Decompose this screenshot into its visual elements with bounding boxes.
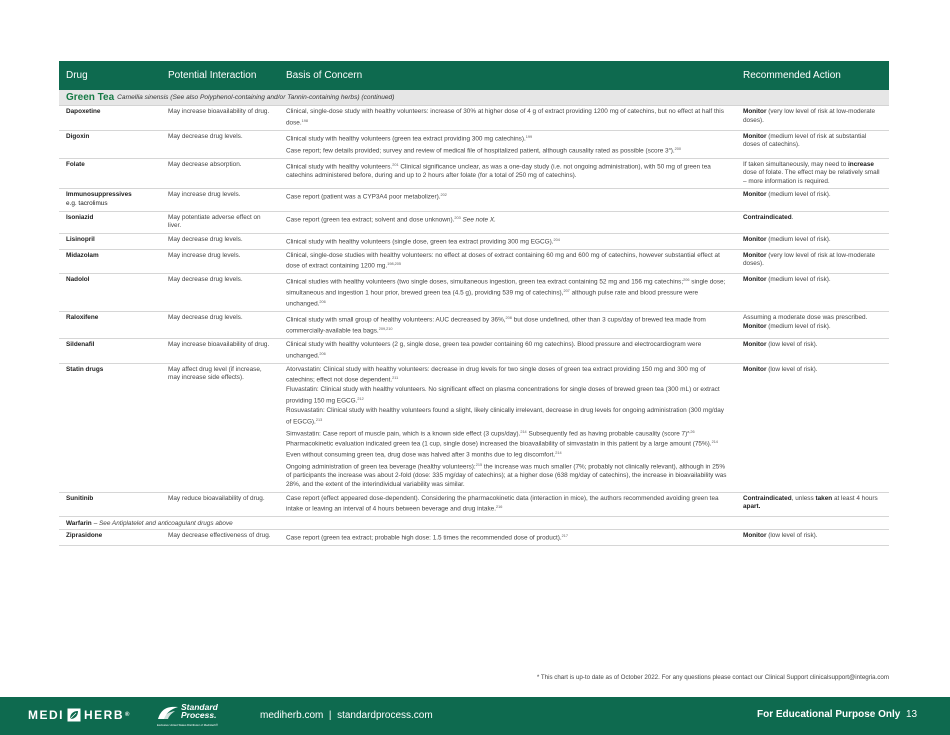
educational-notice: For Educational Purpose Only <box>757 709 901 720</box>
basis-of-concern <box>279 191 736 208</box>
header-interaction: Potential Interaction <box>168 70 257 81</box>
drug-label: Sildenafil <box>66 341 95 349</box>
citation-ref: 217 <box>561 534 569 539</box>
drug-name <box>59 532 161 543</box>
drug-label: Raloxifene <box>66 314 99 322</box>
mediherb-logo <box>28 708 131 722</box>
drug-label: Nadolol <box>66 276 90 284</box>
table-row <box>59 189 889 211</box>
citation-ref: 206 <box>683 278 690 283</box>
note-ref: See note X. <box>462 215 496 223</box>
basis-paragraph <box>286 341 730 361</box>
basis-text: Subsequently fed as having probable causality (score 7) <box>526 429 688 437</box>
drug-name <box>59 108 161 128</box>
basis-paragraph <box>286 532 730 543</box>
citation-ref: 202 <box>440 193 447 198</box>
warfarin-row <box>59 517 889 530</box>
basis-text: Case report (green tea extract; solvent and dose unknown). <box>286 215 455 223</box>
basis-text: Clinical study with healthy volunteers (2 g, single dose, green tea powder containing 60 mg catechins). Blood pressure and electrocardiogram were unchanged. <box>286 341 702 360</box>
table-row <box>59 312 889 339</box>
table-row <box>59 106 889 131</box>
action-text: (medium level of risk). <box>766 235 831 243</box>
citation-ref: 212 <box>357 396 364 401</box>
recommended-action <box>736 276 889 309</box>
drug-example: e.g. tacrolimus <box>66 199 108 207</box>
action-text: If taken simultaneously, may need to <box>743 160 849 168</box>
basis-text: Case report (green tea extract; probable high dose: 1.5 times the recommended dose of product). <box>286 534 562 542</box>
drug-name <box>59 341 161 361</box>
action-text: (very low level of risk at low-moderate doses). <box>743 251 876 268</box>
citation-ref: 201 <box>392 162 399 167</box>
basis-text: Rosuvastatin: Clinical study with healthy volunteers found a slight, likely clinically irrelevant, decrease in drug levels for ongoing administration (300 mg/day of EGCG). <box>286 406 724 425</box>
table-row <box>59 131 889 159</box>
drug-name <box>59 252 161 272</box>
drug-name <box>59 314 161 336</box>
drug-name <box>59 191 161 208</box>
basis-of-concern <box>279 341 736 361</box>
basis-of-concern <box>279 276 736 309</box>
basis-text: ). <box>670 146 675 154</box>
recommended-action <box>736 495 889 515</box>
basis-paragraph <box>286 145 730 156</box>
basis-paragraph <box>286 407 730 427</box>
action-emphasis: Monitor <box>743 532 767 540</box>
basis-text: Case report (patient was a CYP3A4 poor metabolizer). <box>286 193 441 201</box>
potential-interaction: May increase drug levels. <box>168 191 241 199</box>
basis-text: Clinical study with healthy volunteers. <box>286 162 393 170</box>
basis-text: but dose undefined, other than 3 cups/day of brewed tea made from commercially-available tea bags. <box>286 316 706 335</box>
action-text: (medium level of risk). <box>766 191 831 199</box>
table-row <box>59 234 889 250</box>
action-text: (low level of risk). <box>766 365 818 373</box>
sp-tagline: Exclusive United States Distributor of MediHerb® <box>157 723 218 727</box>
drug-label: Sunitinib <box>66 494 94 502</box>
basis-text: the increase was much smaller (7%; probably not clinically relevant), although in 25% of participants the increase was about 2-fold (dose: 335 mg/day of catechins); at a higher dose (638 mg/day of catechins), the increase in bioavailability was 28%, and the extent of the interindividual variability was similar. <box>286 463 727 489</box>
sp-line1: Standard <box>181 702 218 712</box>
action-text: . <box>791 213 794 221</box>
recommended-action <box>736 252 889 272</box>
brand-right: HERB <box>84 708 125 722</box>
potential-interaction: May affect drug level (if increase, may increase side effects). <box>168 365 262 382</box>
potential-interaction: May reduce bioavailability of drug. <box>168 494 265 502</box>
potential-interaction: May increase bioavailability of drug. <box>168 108 270 115</box>
drug-name <box>59 214 161 231</box>
drug-label: Midazolam <box>66 251 99 259</box>
basis-paragraph <box>286 108 730 128</box>
citation-ref: a,26 <box>687 429 695 434</box>
basis-paragraph <box>286 314 730 336</box>
action-emphasis: Monitor <box>743 235 767 243</box>
basis-text: Ongoing administration of green tea beverage (healthy volunteers): <box>286 463 476 471</box>
drug-name <box>59 236 161 247</box>
action-emphasis: taken <box>815 494 833 502</box>
basis-of-concern <box>279 252 736 272</box>
basis-text: Fluvastatin: Clinical study with healthy volunteers. No significant effect on plasma concentrations for single doses of brewed green tea (300 mL) or extract providing 150 mg EGCG. <box>286 386 720 405</box>
citation-ref: a <box>668 146 671 151</box>
basis-of-concern <box>279 161 736 187</box>
footer-links[interactable]: mediherb.com | standardprocess.com <box>260 710 433 721</box>
action-emphasis: Monitor <box>743 276 767 284</box>
basis-paragraph <box>286 133 730 144</box>
recommended-action <box>736 161 889 187</box>
recommended-action <box>736 108 889 128</box>
action-text: (low level of risk). <box>766 341 818 349</box>
drug-label: Ziprasidone <box>66 532 103 540</box>
drug-label: Lisinopril <box>66 235 95 243</box>
table-row <box>59 339 889 364</box>
citation-ref: 209,210 <box>378 327 393 332</box>
sp-line2: Process. <box>181 710 217 720</box>
basis-of-concern <box>279 108 736 128</box>
basis-of-concern <box>279 133 736 156</box>
header-drug: Drug <box>66 70 88 81</box>
basis-paragraph <box>286 214 730 225</box>
basis-paragraph <box>286 252 730 272</box>
action-text: at least 4 hours <box>832 494 878 502</box>
recommended-action <box>736 214 889 231</box>
table-row <box>59 274 889 312</box>
drug-label: Folate <box>66 160 85 168</box>
citation-ref: 214 <box>711 440 718 445</box>
potential-interaction: May decrease drug levels. <box>168 132 243 140</box>
basis-text: single dose; simultaneous and ingestion 1 hour prior, brewed green tea (4.5 g), providing 539 mg of catechins), <box>286 278 726 297</box>
basis-text: Clinical, single-dose study with healthy volunteers: increase of 30% at higher dose of 4 g of extract providing 1200 mg of catechins, but no effect at half this dose. <box>286 108 724 126</box>
action-emphasis: Monitor <box>743 132 767 140</box>
drug-name <box>59 495 161 515</box>
basis-of-concern <box>279 214 736 231</box>
basis-text: Simvastatin: Case report of muscle pain, which is a known side effect (3 cups/day). <box>286 429 521 437</box>
citation-ref: 213 <box>315 417 323 422</box>
drug-label: Immunosuppressives <box>66 191 132 199</box>
citation-ref: 215 <box>475 463 483 468</box>
drug-name <box>59 161 161 187</box>
warfarin-drug: Warfarin <box>66 519 92 527</box>
section-heading <box>59 90 889 106</box>
recommended-action <box>736 236 889 247</box>
potential-interaction: May decrease effectiveness of drug. <box>168 532 271 540</box>
recommended-action <box>736 532 889 543</box>
recommended-action <box>736 191 889 208</box>
action-emphasis: Monitor <box>743 341 767 349</box>
basis-paragraph <box>286 386 730 406</box>
recommended-action <box>736 314 889 336</box>
basis-of-concern <box>279 366 736 490</box>
drug-label: Digoxin <box>66 132 90 140</box>
drug-name <box>59 366 161 490</box>
brand-left: MEDI <box>28 708 64 722</box>
footnote: * This chart is up-to date as of October 2022. For any questions please contact our Clinical Support clinicalsupport@integria.com <box>536 674 889 681</box>
action-emphasis: apart. <box>743 503 761 511</box>
basis-of-concern <box>279 314 736 336</box>
brand-reg: ® <box>125 712 131 718</box>
basis-paragraph <box>286 276 730 309</box>
potential-interaction: May decrease absorption. <box>168 160 242 168</box>
basis-text: Pharmacokinetic evaluation indicated green tea (1 cup, single dose) increased the bioavailability of simvastatin in this patient by a large amount (75%). <box>286 440 712 448</box>
basis-paragraph <box>286 495 730 515</box>
table-body <box>59 106 889 517</box>
potential-interaction: May decrease drug levels. <box>168 235 243 243</box>
potential-interaction: May increase bioavailability of drug. <box>168 341 270 349</box>
citation-ref: 206 <box>319 351 326 356</box>
action-emphasis: Monitor <box>743 251 767 259</box>
basis-text: Clinical significance unclear, as was a one-day study (i.e. not ongoing administration), with 50 mg of green tea catechins administered before, during and up to 2 hours after folate (for a total of 250 mg of catechins). <box>286 162 711 179</box>
citation-ref: 214 <box>555 451 562 456</box>
action-text: (low level of risk). <box>766 532 818 540</box>
basis-text: Clinical studies with healthy volunteers (two single doses, simultaneous ingestion, green tea extract containing 52 mg and 156 mg catechins; <box>286 278 684 286</box>
table-row <box>59 250 889 275</box>
action-emphasis: Monitor <box>743 191 767 199</box>
citation-ref: 216 <box>495 505 503 510</box>
table-row <box>59 530 889 546</box>
citation-ref: 211 <box>392 376 399 381</box>
table-header <box>59 61 889 90</box>
basis-text: Clinical study with small group of healthy volunteers: AUC decreased by 36%, <box>286 316 506 324</box>
citation-ref: 203 <box>454 215 461 220</box>
standard-process-mark-icon <box>157 705 179 721</box>
citation-ref: 214 <box>520 429 527 434</box>
recommended-action <box>736 366 889 490</box>
basis-text: Clinical study with healthy volunteers (single dose, green tea extract providing 300 mg EGCG). <box>286 238 554 246</box>
drug-label: Isoniazid <box>66 213 94 221</box>
action-text: dose of folate. The effect may be relatively small – more information is required. <box>743 169 880 185</box>
basis-text: Clinical study with healthy volunteers (green tea extract providing 300 mg catechins). <box>286 134 526 142</box>
footer-bar <box>0 697 950 735</box>
citation-ref: 206 <box>319 300 326 305</box>
action-text: (medium level of risk). <box>766 322 831 330</box>
action-text: (very low level of risk at low-moderate doses). <box>743 108 876 124</box>
potential-interaction: May potentiate adverse effect on liver. <box>168 213 261 230</box>
table-body-end <box>59 530 889 546</box>
citation-ref: 208 <box>505 316 512 321</box>
basis-text: Case report; few details provided; survey and review of medical file of hospitalized patient, although causality rated as possible (score 3 <box>286 146 669 154</box>
citation-ref: 207 <box>563 289 570 294</box>
action-emphasis: Monitor <box>743 365 767 373</box>
basis-paragraph <box>286 366 730 386</box>
recommended-action <box>736 341 889 361</box>
potential-interaction: May increase drug levels. <box>168 251 241 259</box>
potential-interaction: May decrease drug levels. <box>168 314 243 322</box>
warfarin-note: – See Antiplatelet and anticoagulant drugs above <box>93 519 233 527</box>
drug-name <box>59 133 161 156</box>
action-emphasis: Monitor <box>743 108 767 115</box>
recommended-action <box>736 133 889 156</box>
leaf-icon <box>67 708 81 722</box>
header-basis: Basis of Concern <box>286 70 363 81</box>
page-number: 13 <box>906 709 918 720</box>
citation-ref: 198,205 <box>387 262 401 267</box>
action-emphasis: Contraindicated <box>743 494 792 502</box>
drug-label: Dapoxetine <box>66 108 101 115</box>
basis-paragraph <box>286 461 730 489</box>
table-row <box>59 159 889 190</box>
basis-text: Clinical, single-dose studies with healthy volunteers: no effect at doses of extract containing 60 mg and 600 mg of catechins, however substantial effect at dose of extract containing 1200 mg. <box>286 251 720 270</box>
header-action: Recommended Action <box>743 70 841 81</box>
action-emphasis: Contraindicated <box>743 213 792 221</box>
basis-of-concern <box>279 532 736 543</box>
citation-ref: 199 <box>525 134 533 139</box>
basis-of-concern <box>279 236 736 247</box>
interaction-table <box>59 61 889 546</box>
table-row <box>59 493 889 518</box>
potential-interaction: May decrease drug levels. <box>168 276 243 284</box>
citation-ref: 204 <box>553 237 560 242</box>
basis-paragraph <box>286 191 730 202</box>
action-text: (medium level of risk at substantial doses of catechins). <box>743 132 867 149</box>
citation-ref: 198 <box>301 118 308 123</box>
action-emphasis: Monitor <box>743 322 767 330</box>
action-text: (medium level of risk). <box>766 276 831 284</box>
basis-text: although pulse rate and blood pressure were unchanged. <box>286 289 699 308</box>
table-row <box>59 364 889 493</box>
citation-ref: 200 <box>674 146 681 151</box>
basis-text: Atorvastatin: Clinical study with healthy volunteers: decrease in drug levels for two single doses of green tea extract providing 150 mg and 300 mg of catechins; effect not dose dependent. <box>286 365 706 384</box>
basis-text: Even without consuming green tea, drug dose was halved after 3 months due to leg discomfort. <box>286 451 556 459</box>
action-emphasis: increase <box>848 160 874 168</box>
action-text: Assuming a moderate dose was prescribed. <box>743 314 868 322</box>
basis-paragraph <box>286 161 730 181</box>
action-text: , unless <box>791 494 816 502</box>
standard-process-logo <box>157 703 237 730</box>
basis-of-concern <box>279 495 736 515</box>
basis-paragraph <box>286 428 730 461</box>
section-title: Green Tea <box>66 92 115 103</box>
basis-paragraph <box>286 236 730 247</box>
drug-name <box>59 276 161 309</box>
basis-text: Case report (effect appeared dose-dependent). Considering the pharmacokinetic data (interaction in mice), the authors recommended avoiding green tea intake or leaving an interval of 4 hours between beverage and drug intake. <box>286 494 719 513</box>
drug-label: Statin drugs <box>66 365 104 373</box>
table-row <box>59 212 889 234</box>
section-subtitle: Camellia sinensis (See also Polyphenol-containing and/or Tannin-containing herbs) (continued) <box>117 94 395 101</box>
